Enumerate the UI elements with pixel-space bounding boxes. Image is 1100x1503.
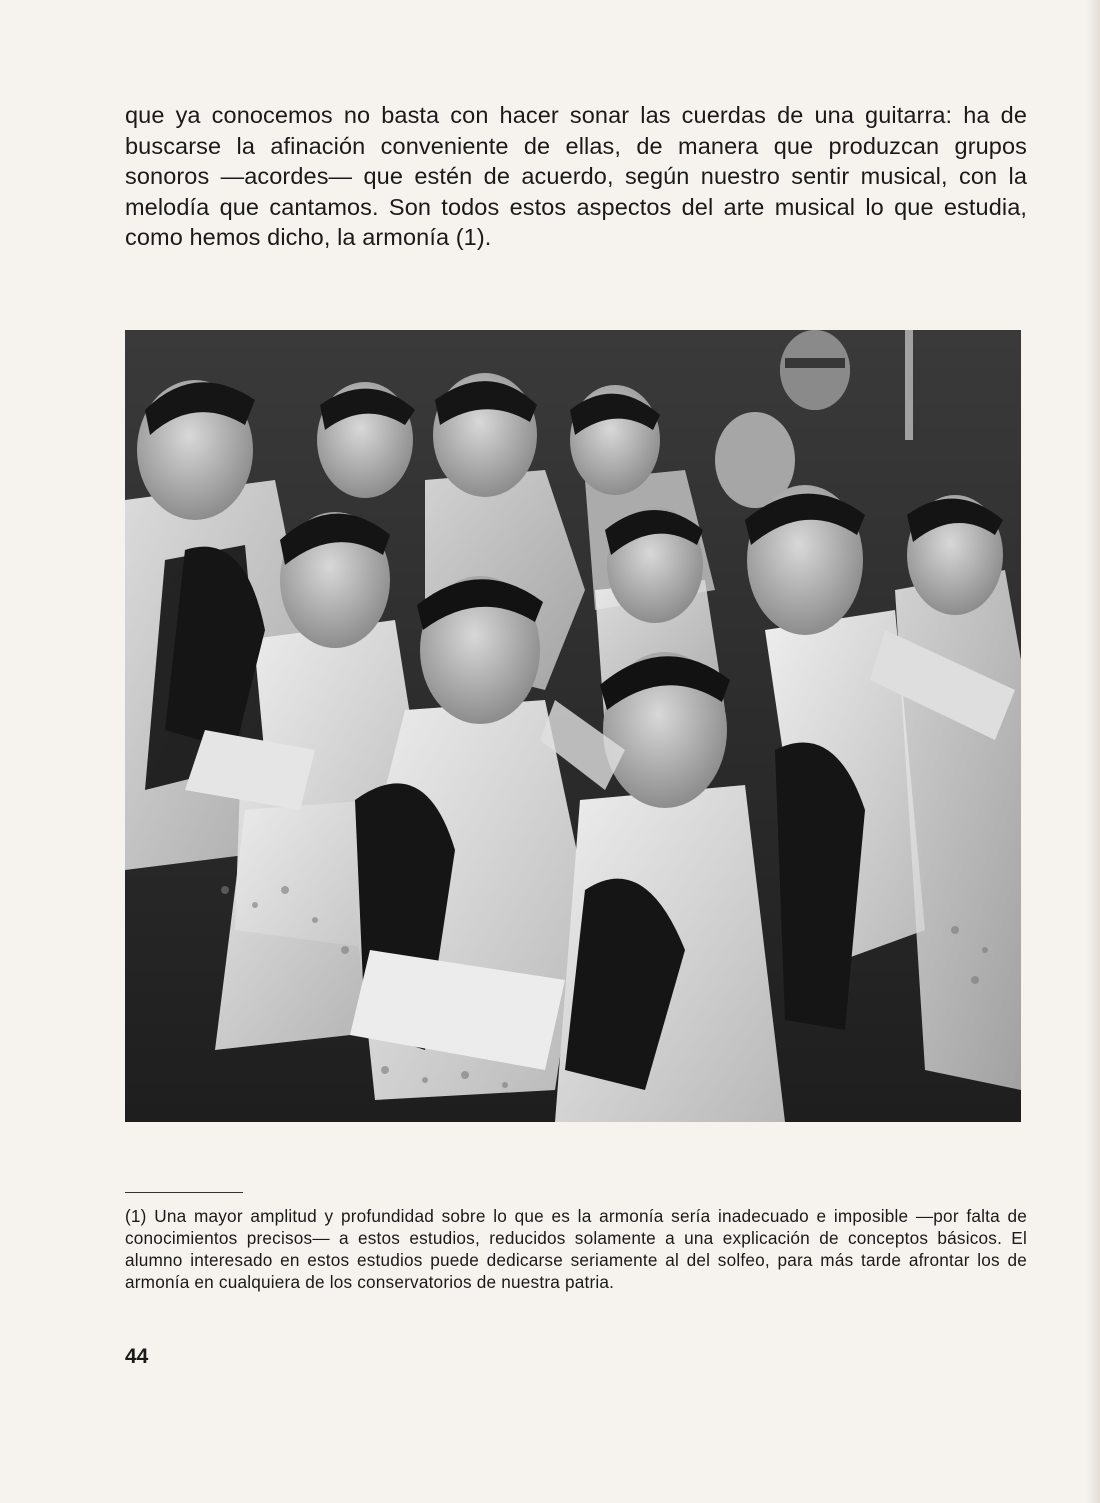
footnote-rule: [125, 1192, 243, 1193]
page-number: 44: [125, 1345, 149, 1368]
page-edge-shadow: [1086, 0, 1100, 1503]
footnote: (1) Una mayor amplitud y profundidad sobre lo que es la armonía sería inadecuado e imposible —por falta de conocimientos precisos— a estos estudios, reducidos solamente a una explicación de conceptos básicos. El alumno interesado en estos estudios puede dedicarse seriamente al del solfeo, para más tarde afrontar los de armonía en cualquiera de los conservatorios de nuestra patria.: [125, 1206, 1027, 1292]
choir-boys-photo: [125, 330, 1021, 1122]
body-paragraph: que ya conocemos no basta con hacer sonar las cuerdas de una guitarra: ha de buscarse la afinación conveniente de ellas, de manera que produzcan grupos sonoros —acordes— que estén de acuerdo, según nuestro sentir musical, con la melodía que cantamos. Son todos estos aspectos del arte musical lo que estudia, como hemos dicho, la armonía (1).: [125, 102, 1027, 250]
